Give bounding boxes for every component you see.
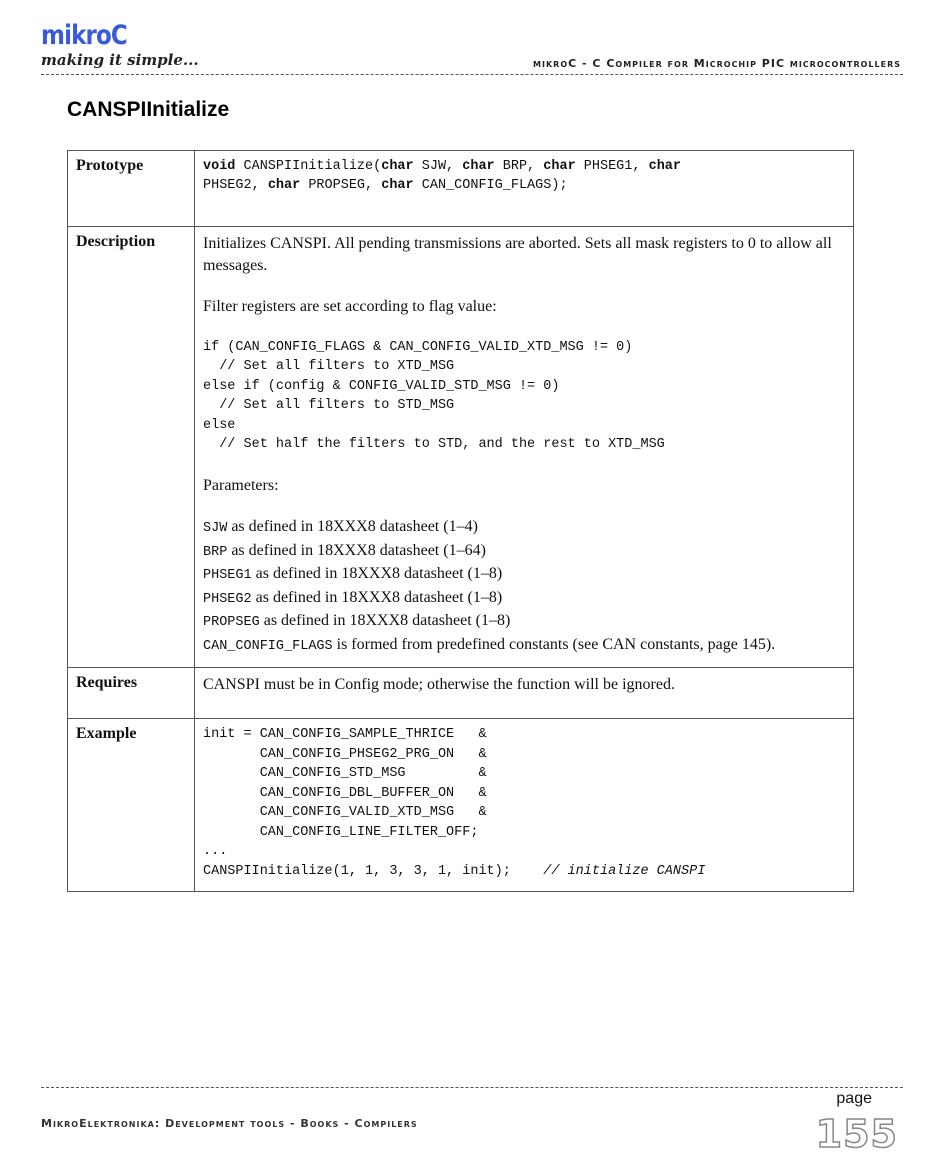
description-row	[68, 227, 854, 668]
example-call-code: CANSPIInitialize(1, 1, 3, 3, 1, init);	[203, 863, 544, 879]
prototype-line-2	[203, 176, 845, 195]
code-token: SJW,	[413, 159, 463, 174]
prototype-content	[195, 151, 854, 227]
code-token: CAN_CONFIG_FLAGS);	[413, 178, 568, 193]
example-call-comment: // initialize CANSPI	[543, 863, 706, 879]
section-title: CANSPIInitialize	[67, 98, 230, 121]
header-title: mikroC - C Compiler for Microchip PIC microcontrollers	[533, 57, 901, 70]
code-token: PHSEG1,	[575, 159, 649, 174]
parameter-description: is formed from predefined constants (see CAN constants, page 145).	[332, 635, 776, 653]
keyword-token: void	[203, 159, 236, 174]
code-line: CAN_CONFIG_PHSEG2_PRG_ON &	[203, 746, 487, 762]
code-line: CAN_CONFIG_LINE_FILTER_OFF;	[203, 824, 479, 840]
prototype-row	[68, 151, 854, 227]
parameters-list	[203, 516, 845, 657]
parameter-description: as defined in 18XXX8 datasheet (1–4)	[227, 518, 478, 535]
page-number: 155	[815, 1112, 898, 1156]
parameter-description: as defined in 18XXX8 datasheet (1–8)	[251, 565, 503, 582]
prototype-label: Prototype	[68, 151, 195, 227]
keyword-token: char	[267, 178, 301, 193]
footer-text: MikroElektronika: Development tools - Books - Compilers	[41, 1117, 418, 1130]
parameter-name: CAN_CONFIG_FLAGS	[203, 638, 333, 654]
code-line: // Set all filters to XTD_MSG	[203, 359, 455, 374]
filter-code-block	[203, 338, 845, 455]
parameter-description: as defined in 18XXX8 datasheet (1–8)	[251, 588, 503, 606]
keyword-token: char	[648, 159, 681, 174]
header-divider	[41, 74, 903, 75]
parameter-item	[203, 587, 845, 611]
keyword-token: char	[381, 159, 414, 174]
parameter-name: BRP	[203, 544, 228, 560]
requires-label: Requires	[68, 668, 195, 719]
logo: mikroC	[41, 20, 127, 51]
parameter-name: PHSEG2	[203, 591, 252, 607]
code-token: PHSEG2,	[203, 178, 268, 193]
example-content	[195, 719, 854, 892]
keyword-token: char	[462, 159, 495, 174]
requires-content: CANSPI must be in Config mode; otherwise the function will be ignored.	[195, 668, 854, 719]
parameter-name: PHSEG1	[203, 568, 252, 583]
code-line: else	[203, 417, 236, 433]
description-label: Description	[68, 227, 195, 668]
parameter-item	[203, 516, 845, 540]
code-token: CANSPIInitialize(	[235, 159, 382, 174]
requires-row	[68, 668, 854, 719]
code-line: // Set half the filters to STD, and the rest to XTD_MSG	[203, 437, 665, 452]
code-line: CAN_CONFIG_DBL_BUFFER_ON &	[203, 785, 487, 801]
tagline: making it simple...	[41, 51, 199, 69]
description-para-2: Filter registers are set according to flag value:	[203, 298, 497, 315]
prototype-line-1	[203, 157, 845, 176]
code-line: ...	[203, 844, 228, 859]
parameter-item	[203, 563, 845, 587]
description-para-1: Initializes CANSPI. All pending transmissions are aborted. Sets all mask registers to 0 to allow all messages.	[203, 235, 832, 274]
parameter-name: SJW	[203, 521, 228, 536]
parameter-item	[203, 634, 845, 658]
example-row	[68, 719, 854, 892]
parameter-description: as defined in 18XXX8 datasheet (1–8)	[259, 612, 511, 629]
page-label: page	[836, 1090, 872, 1107]
footer-divider	[41, 1087, 903, 1088]
parameter-item	[203, 540, 845, 564]
parameters-heading: Parameters:	[203, 476, 279, 494]
keyword-token: char	[381, 178, 414, 193]
parameter-item	[203, 610, 845, 634]
code-line: // Set all filters to STD_MSG	[203, 398, 455, 413]
code-line: if (CAN_CONFIG_FLAGS & CAN_CONFIG_VALID_XTD_MSG != 0)	[203, 339, 633, 355]
code-token: PROPSEG,	[300, 178, 382, 193]
keyword-token: char	[543, 159, 576, 174]
description-content	[195, 227, 854, 668]
example-code-block	[203, 725, 845, 862]
code-line: init = CAN_CONFIG_SAMPLE_THRICE &	[203, 727, 487, 742]
code-token: BRP,	[494, 159, 544, 174]
parameter-description: as defined in 18XXX8 datasheet (1–64)	[227, 541, 486, 559]
code-line: CAN_CONFIG_STD_MSG &	[203, 766, 487, 781]
example-call-line	[203, 862, 845, 882]
function-table	[67, 150, 854, 892]
parameter-name: PROPSEG	[203, 615, 260, 630]
code-line: else if (config & CONFIG_VALID_STD_MSG != 0)	[203, 378, 560, 394]
example-label: Example	[68, 719, 195, 892]
code-line: CAN_CONFIG_VALID_XTD_MSG &	[203, 805, 487, 820]
